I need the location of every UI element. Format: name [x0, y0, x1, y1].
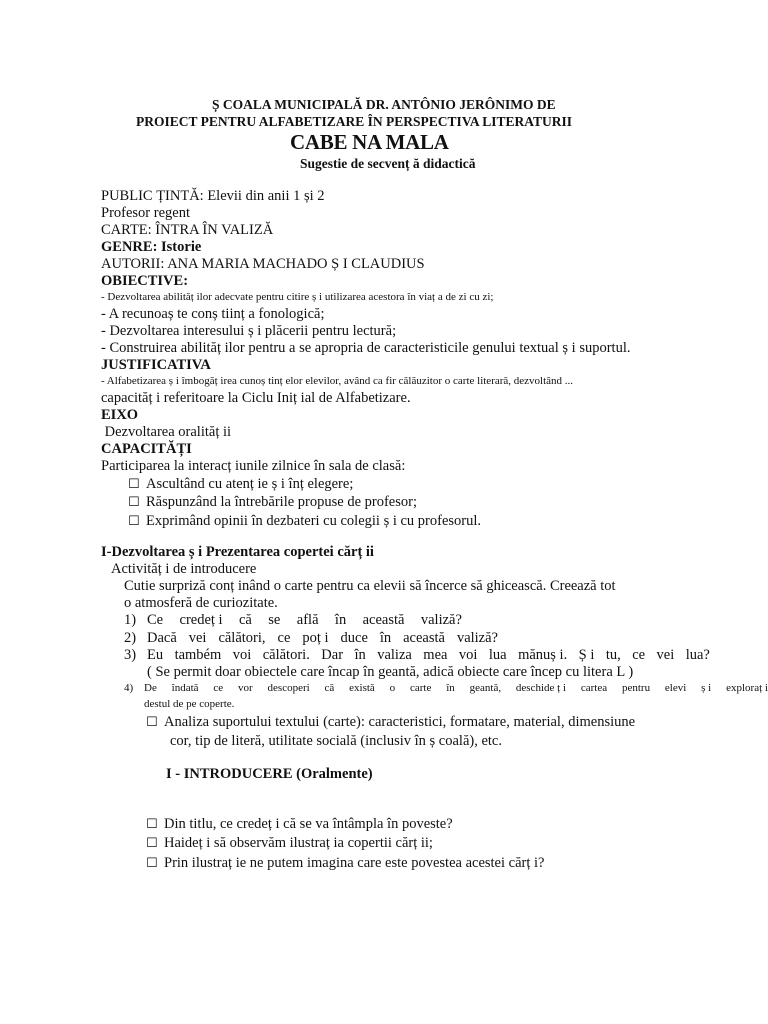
word: valiză?	[456, 630, 498, 646]
question-1	[147, 613, 462, 628]
objective-item: - A recunoaș te conș tiinț a fonologică;	[101, 306, 325, 322]
question-3	[147, 648, 710, 663]
word: deschide ț i	[515, 682, 567, 694]
question-3-continued: ( Se permit doar obiectele care încap în geantă, adică obiecte care încep cu litera L )	[147, 664, 634, 680]
justification-small-text: - Alfabetizarea ș i îmbogăț irea cunoș tinț elor elevilor, având ca fir călăuzitor o carte literară, dezvoltând ...	[101, 375, 574, 387]
checkbox-bullet-icon: ☐	[146, 817, 158, 832]
word: mea	[423, 647, 448, 663]
justification-heading: JUSTIFICATIVA	[101, 357, 211, 373]
word: în	[379, 630, 392, 646]
paragraph-line: Cutie surpriză conț inând o carte pentru ca elevii să încerce să ghicească. Creează tot	[124, 578, 616, 594]
project-name: PROIECT PENTRU ALFABETIZARE ÎN PERSPECTIVA LITERATURII	[136, 114, 572, 129]
checkbox-bullet-icon: ☐	[146, 715, 158, 730]
word: carte	[410, 682, 432, 694]
word: valiza	[377, 647, 412, 663]
objective-item: - Dezvoltarea interesului ș i plăcerii pentru lectură;	[101, 323, 397, 339]
analysis-item: ☐ Analiza suportului textului (carte): caracteristici, formatare, material, dimensiune	[146, 714, 636, 730]
checkbox-bullet-icon: ☐	[128, 495, 140, 510]
introduction-heading: I - INTRODUCERE (Oralmente)	[166, 766, 373, 782]
question-4-continued: destul de pe coperte.	[144, 698, 235, 710]
word: vei	[656, 647, 675, 663]
word: lua?	[685, 647, 710, 663]
intro-item: ☐ Din titlu, ce credeț i că se va întâmpla în poveste?	[146, 816, 453, 832]
word: vei	[188, 630, 207, 646]
question-number: 3)	[124, 647, 137, 663]
word: tu,	[605, 647, 621, 663]
book-line: CARTE: ÎNTRA ÎN VALIZĂ	[101, 222, 274, 238]
capacity-item: ☐ Ascultând cu atenț ie ș i înț elegere;	[128, 476, 354, 492]
question-4	[144, 683, 768, 694]
school-name: Ș COALA MUNICIPALĂ DR. ANTÔNIO JERÔNIMO DE	[212, 97, 556, 112]
word: în	[446, 682, 455, 694]
word: află	[296, 612, 319, 628]
intro-item: ☐ Haideț i să observăm ilustraț ia copertii cărț ii;	[146, 835, 433, 851]
axis-heading: EIXO	[101, 407, 139, 423]
word: descoperi	[267, 682, 310, 694]
axis-text: Dezvoltarea oralităț ii	[101, 424, 232, 440]
word: exploraț i	[726, 682, 768, 694]
word: lua	[488, 647, 507, 663]
word: credeț i	[179, 612, 223, 628]
word: pentru	[621, 682, 651, 694]
question-number: 1)	[124, 612, 137, 628]
word: în	[334, 612, 347, 628]
word: também	[174, 647, 222, 663]
section-heading: I-Dezvoltarea ș i Prezentarea copertei cărț ii	[101, 544, 374, 560]
objectives-heading: OBIECTIVE:	[101, 273, 189, 289]
objective-item: - Construirea abilităț ilor pentru a se apropria de caracteristicile genului textual ș i suportul.	[101, 340, 631, 356]
word: această	[403, 630, 445, 646]
word: voi	[458, 647, 478, 663]
word: De	[144, 682, 157, 694]
capacity-item: ☐ Răspunzând la întrebările propuse de profesor;	[128, 494, 417, 510]
word: elevi	[664, 682, 687, 694]
word: Ș i	[578, 647, 595, 663]
word: Dacă	[147, 630, 177, 646]
word: ș i	[701, 682, 712, 694]
word: voi	[232, 647, 252, 663]
capacities-heading: CAPACITĂȚI	[101, 441, 192, 457]
word: că	[239, 612, 252, 628]
objectives-small-text: - Dezvoltarea abilităț ilor adecvate pentru citire ș i utilizarea acestora în viaț a de zi cu zi;	[101, 291, 494, 303]
intro-item: ☐ Prin ilustraț ie ne putem imagina care este povestea acestei cărț i?	[146, 855, 545, 871]
word: ce	[632, 647, 646, 663]
genre-line: GENRE: Istorie	[101, 239, 202, 255]
question-number: 4)	[124, 682, 134, 694]
question-number: 2)	[124, 630, 137, 646]
word: Dar	[321, 647, 344, 663]
word: ce	[213, 682, 224, 694]
word: vor	[238, 682, 253, 694]
word: îndată	[171, 682, 199, 694]
checkbox-bullet-icon: ☐	[128, 477, 140, 492]
word: în	[354, 647, 366, 663]
word: duce	[340, 630, 368, 646]
word: mănuș i.	[518, 647, 568, 663]
word: ce	[277, 630, 291, 646]
word: o	[389, 682, 396, 694]
activity-line: Activităț i de introducere	[111, 561, 257, 577]
checkbox-bullet-icon: ☐	[146, 856, 158, 871]
checkbox-bullet-icon: ☐	[128, 514, 140, 529]
word: Ce	[147, 612, 164, 628]
word: valiză?	[420, 612, 462, 628]
word: călători,	[218, 630, 266, 646]
target-audience: PUBLIC ȚINTĂ: Elevii din anii 1 și 2	[101, 188, 325, 204]
word: există	[349, 682, 375, 694]
capacities-intro: Participarea la interacț iunile zilnice în sala de clasă:	[101, 458, 406, 474]
paragraph-line: o atmosferă de curiozitate.	[124, 595, 278, 611]
word: călători.	[262, 647, 310, 663]
page-subtitle: Sugestie de secvenț ă didactică	[300, 156, 476, 171]
word: că	[324, 682, 335, 694]
word: geantă,	[469, 682, 502, 694]
justification-line: capacităț i referitoare la Ciclu Iniț ial de Alfabetizare.	[101, 390, 411, 406]
word: cartea	[580, 682, 608, 694]
word: poț i	[302, 630, 329, 646]
question-2	[147, 631, 498, 646]
teacher-line: Profesor regent	[101, 205, 190, 221]
authors-line: AUTORII: ANA MARIA MACHADO Ș I CLAUDIUS	[101, 256, 425, 272]
word: această	[362, 612, 405, 628]
word: se	[268, 612, 281, 628]
page-title: CABE NA MALA	[290, 130, 449, 154]
analysis-continued: cor, tip de literă, utilitate socială (inclusiv în ș coală), etc.	[170, 733, 502, 749]
word: Eu	[147, 647, 164, 663]
checkbox-bullet-icon: ☐	[146, 836, 158, 851]
capacity-item: ☐ Exprimând opinii în dezbateri cu colegii ș i cu profesorul.	[128, 513, 482, 529]
